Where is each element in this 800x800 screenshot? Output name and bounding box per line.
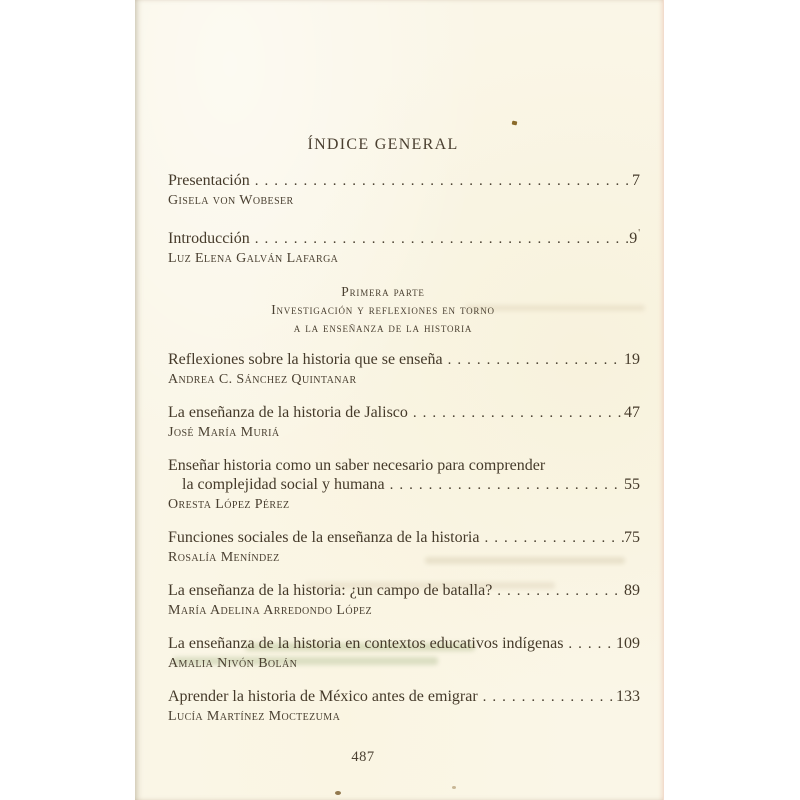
toc-entry-title: Funciones sociales de la enseñanza de la historia (168, 529, 480, 546)
toc-entry (168, 687, 640, 726)
toc-entry-title: Introducción (168, 230, 250, 247)
toc-entry-title-continued: la complejidad social y humana (182, 476, 385, 493)
toc-entry-page: 109 (616, 635, 640, 652)
toc-entry (168, 528, 640, 567)
toc-entry-page: 47 (624, 404, 640, 421)
page-title: ÍNDICE GENERAL (307, 136, 459, 153)
part-label: Primera parte (341, 284, 425, 299)
dot-leader (443, 351, 624, 370)
toc-entry-title-row (168, 581, 640, 601)
toc-entry-title-row (168, 224, 640, 249)
toc-entry-title-row (168, 456, 640, 475)
toc-entry-title-row (168, 528, 640, 548)
dot-leader (563, 635, 616, 654)
toc-entry-title: Aprender la historia de México antes de emigrar (168, 688, 478, 705)
toc-entry (168, 581, 640, 620)
ink-speck (452, 786, 456, 789)
toc-entry-title: La enseñanza de la historia de Jalisco (168, 404, 408, 421)
toc-entry-author: Luz Elena Galván Lafarga (168, 251, 339, 266)
toc-entry-title-row (168, 687, 640, 707)
toc-entry-title-row (168, 403, 640, 423)
toc-entry-title: Enseñar historia como un saber necesario para comprender (168, 457, 546, 474)
toc-entry-page: 55 (624, 476, 640, 493)
toc-entry (168, 456, 640, 514)
toc-entry-page: 19 (624, 351, 640, 368)
toc-entry-page: 89 (624, 582, 640, 599)
toc-text-column (168, 0, 640, 766)
dot-leader (385, 476, 624, 495)
part-subtitle-line2: a la enseñanza de la historia (293, 320, 473, 335)
toc-entry-title-row (168, 350, 640, 370)
toc-entry-author: María Adelina Arredondo López (168, 603, 372, 618)
toc-entry-author: Gisela von Wobeser (168, 193, 294, 208)
toc-entry-page: 9' (629, 228, 640, 247)
toc-entry-author: Lucía Martínez Moctezuma (168, 709, 341, 724)
toc-entry-title-row-2 (168, 475, 640, 495)
part-heading (168, 283, 598, 337)
toc-entry (168, 403, 640, 442)
dot-leader (479, 529, 624, 548)
toc-entry (168, 224, 640, 268)
dot-leader (250, 230, 629, 249)
dot-leader (478, 688, 616, 707)
dot-leader (250, 172, 632, 191)
dot-leader (408, 404, 624, 423)
dot-leader (492, 582, 624, 601)
ink-speck (335, 791, 341, 795)
toc-entry-title: La enseñanza de la historia: ¿un campo de batalla? (168, 582, 493, 599)
folio-page-number: 487 (351, 749, 375, 765)
stray-pen-mark: ' (638, 228, 640, 239)
toc-entry-title: La enseñanza de la historia en contextos educativos indígenas (168, 635, 564, 652)
toc-entry (168, 634, 640, 673)
toc-entry-page: 75 (624, 529, 640, 546)
toc-entry-title-row (168, 634, 640, 654)
toc-entry (168, 171, 640, 210)
toc-entry-author: José María Muriá (168, 425, 280, 440)
toc-entry-title-row (168, 171, 640, 191)
toc-entry-page: 133 (616, 688, 640, 705)
toc-entry-author: Oresta López Pérez (168, 497, 290, 512)
toc-entry-title: Reflexiones sobre la historia que se enseña (168, 351, 443, 368)
toc-entry-author: Rosalía Meníndez (168, 550, 280, 565)
toc-entry-page: 7 (632, 172, 640, 189)
toc-entry-author: Andrea C. Sánchez Quintanar (168, 372, 357, 387)
toc-entry-title: Presentación (168, 172, 250, 189)
part-subtitle-line1: Investigación y reflexiones en torno (271, 302, 495, 317)
scanned-book-page (135, 0, 664, 800)
toc-entry (168, 350, 640, 389)
toc-entry-author: Amalia Nivón Bolán (168, 656, 298, 671)
